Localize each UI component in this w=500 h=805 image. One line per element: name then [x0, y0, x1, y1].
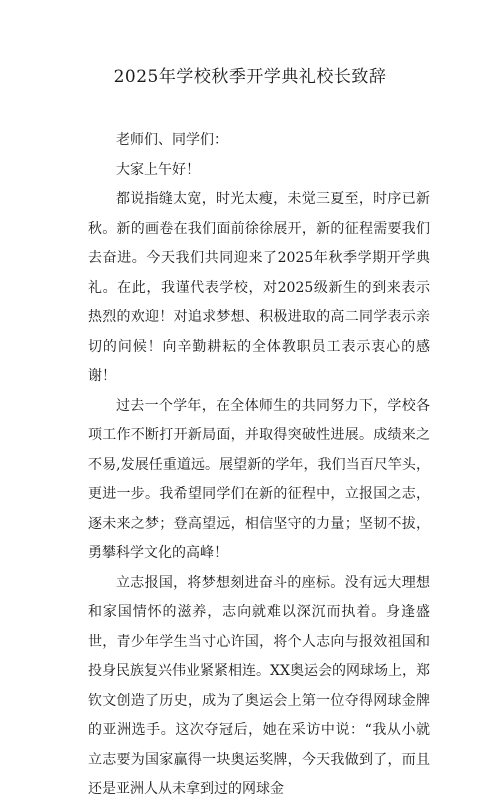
paragraph-2: 过去一个学年，在全体师生的共同努力下，学校各项工作不断打开新局面，并取得突破性进展。成绩来之不易,发展任重道远。展望新的学年，我们当百尺竿头，更进一步。我希望同学们在新的征程中，立报国之志，逐未来之梦；登高望远，相信坚守的力量；坚韧不拔，勇攀科学文化的高峰！ — [88, 397, 430, 561]
greeting: 大家上午好！ — [116, 161, 200, 178]
document-body — [88, 126, 430, 805]
paragraph-3: 立志报国，将梦想刻进奋斗的座标。没有远大理想和家国情怀的滋养，志向就难以深沉而执着。身逢盛世，青少年学生当寸心许国，将个人志向与报效祖国和投身民族复兴伟业紧紧相连。XX奥运会的网球场上，郑钦文创造了历史，成为了奥运会上第一位夺得网球金牌的亚洲选手。这次夺冠后，她在采访中说：“我从小就立志要为国家赢得一块奥运奖牌，今天我做到了，而且还是亚洲人从未拿到过的网球金 — [88, 574, 430, 797]
document-title: 2025年学校秋季开学典礼校长致辞 — [113, 67, 387, 87]
paragraph-1: 都说指缝太宽，时光太瘦，未觉三夏至，时序已新秋。新的画卷在我们面前徐徐展开，新的征程需要我们去奋进。今天我们共同迎来了2025年秋季学期开学典礼。在此，我谨代表学校，对2025级新生的到来表示热烈的欢迎！对追求梦想、积极进取的高二同学表示亲切的问候！向辛勤耕耘的全体教职员工表示衷心的感谢！ — [88, 191, 430, 384]
salutation: 老师们、同学们： — [116, 132, 228, 148]
